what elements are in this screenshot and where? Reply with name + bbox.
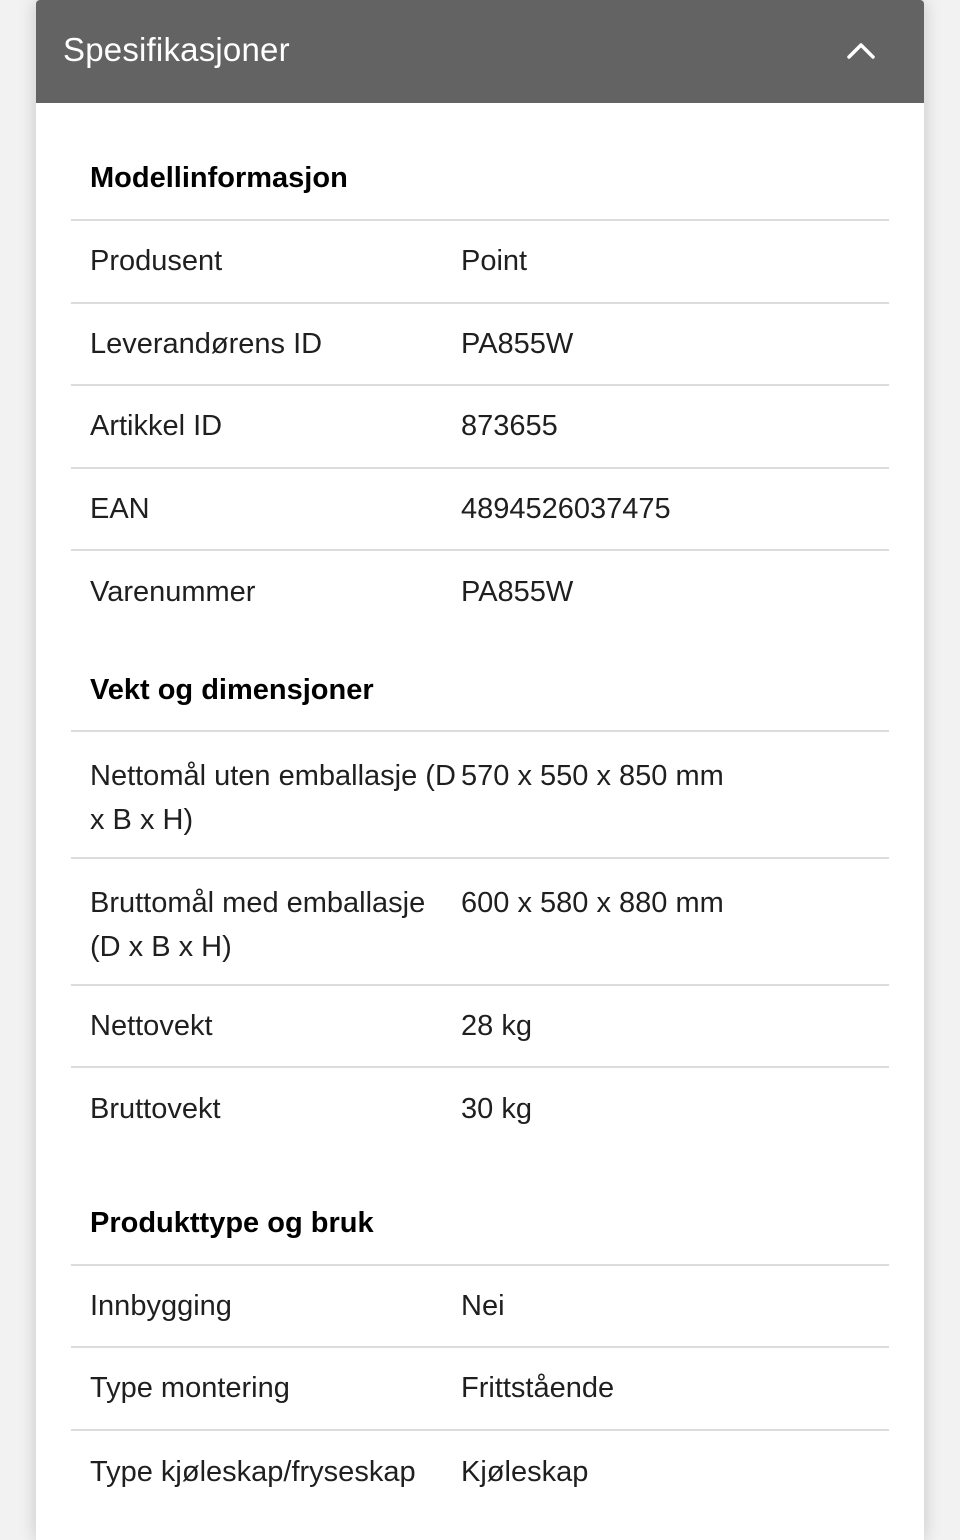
collapse-button[interactable] xyxy=(844,33,878,67)
spec-row xyxy=(71,1068,889,1151)
spec-row xyxy=(71,221,889,304)
spec-value: Nei xyxy=(461,1289,505,1322)
spec-value: 30 kg xyxy=(461,1093,532,1126)
section-title-produkttype-og-bruk: Produkttype og bruk xyxy=(71,1151,889,1266)
spec-label: Type montering xyxy=(90,1372,290,1405)
spec-value: 4894526037475 xyxy=(461,492,671,525)
spec-value: 873655 xyxy=(461,410,558,443)
spec-label: Nettovekt xyxy=(90,1009,213,1042)
spec-row xyxy=(71,469,889,552)
spec-label: Bruttovekt xyxy=(90,1093,221,1126)
spec-value: 570 x 550 x 850 mm xyxy=(461,759,724,792)
spec-label: Artikkel ID xyxy=(90,410,223,443)
spec-row xyxy=(71,1348,889,1431)
spec-value: PA855W xyxy=(461,576,574,609)
spec-value: Point xyxy=(461,245,528,278)
spec-row xyxy=(71,1266,889,1349)
panel-title: Spesifikasjoner xyxy=(63,31,290,68)
spec-label: Bruttomål med emballasje (D x B x H) xyxy=(90,886,426,963)
spec-row xyxy=(71,304,889,387)
spec-row xyxy=(71,386,889,469)
spec-row xyxy=(71,859,889,986)
section-title-modellinformasjon: Modellinformasjon xyxy=(71,103,889,221)
spec-value: Kjøleskap xyxy=(461,1455,589,1488)
spec-value: PA855W xyxy=(461,327,574,360)
spec-label: Type kjøleskap/fryseskap xyxy=(90,1455,416,1488)
spec-label: Leverandørens ID xyxy=(90,327,323,360)
specifications-header[interactable] xyxy=(36,0,924,103)
section-title-vekt-og-dimensjoner: Vekt og dimensjoner xyxy=(71,634,889,732)
spec-row xyxy=(71,1431,889,1514)
spec-row xyxy=(71,732,889,859)
spec-label: Nettomål uten emballasje (D x B x H) xyxy=(90,759,456,836)
specifications-content xyxy=(36,103,924,1513)
spec-label: Produsent xyxy=(90,245,223,278)
spec-label: EAN xyxy=(90,492,150,525)
spec-value: Frittstående xyxy=(461,1372,615,1405)
spec-row xyxy=(71,986,889,1069)
specifications-panel xyxy=(36,0,924,1540)
spec-value: 28 kg xyxy=(461,1009,532,1042)
spec-label: Varenummer xyxy=(90,576,256,609)
spec-row xyxy=(71,551,889,634)
spec-value: 600 x 580 x 880 mm xyxy=(461,886,724,919)
chevron-up-icon xyxy=(846,40,876,60)
spec-label: Innbygging xyxy=(90,1289,232,1322)
